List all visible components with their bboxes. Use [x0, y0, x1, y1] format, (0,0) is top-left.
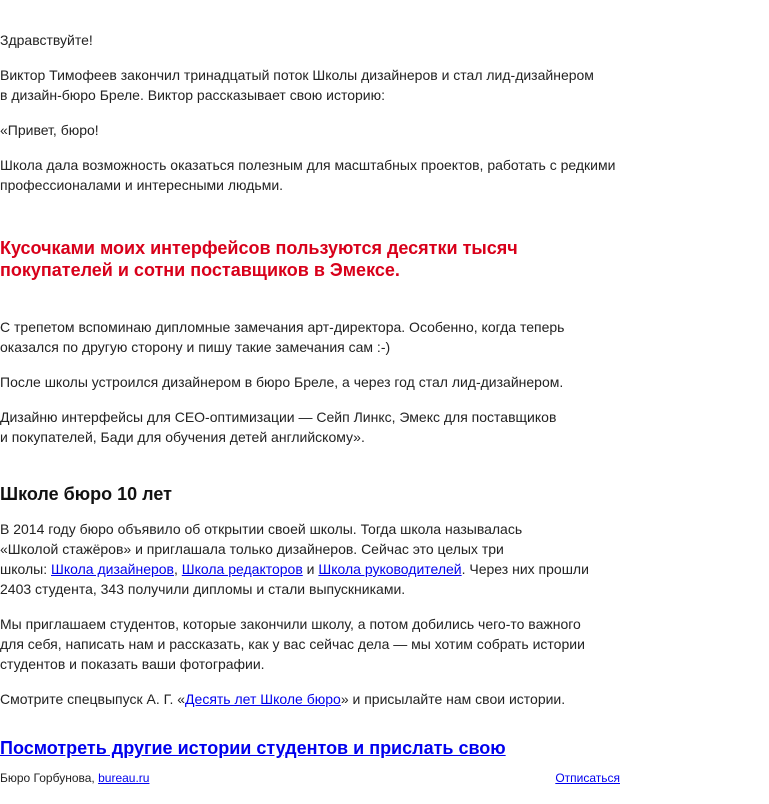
invite-line-1: Мы приглашаем студентов, которые закончили школу, а потом добились чего-то важного	[0, 616, 581, 632]
design-work-line-1: Дизайню интерфейсы для СЕО-оптимизации — Сейп Линкс, Эмекс для поставщиков	[0, 409, 557, 425]
greeting-text: Здравствуйте!	[0, 32, 93, 48]
thrill-line-1: С трепетом вспоминаю дипломные замечания арт-директора. Особенно, когда теперь	[0, 319, 565, 335]
bureau-site-link[interactable]: bureau.ru	[98, 771, 150, 785]
thrill-line-2: оказался по другую сторону и пишу такие замечания сам :-)	[0, 339, 391, 355]
hello-text: «Привет, бюро!	[0, 122, 99, 138]
watch-suffix: » и присылайте нам свои истории.	[340, 691, 566, 707]
intro-paragraph	[0, 65, 620, 105]
design-work-paragraph	[0, 407, 620, 447]
invite-line-2: для себя, написать нам и рассказать, как у вас сейчас дела — мы хотим собрать истории	[0, 636, 585, 652]
other-stories-cta-link[interactable]: Посмотреть другие истории студентов и прислать свою	[0, 738, 506, 758]
pull-quote-line-2: покупателей и сотни поставщиков в Эмексе.	[0, 260, 400, 280]
managers-school-link[interactable]: Школа руководителей	[318, 561, 462, 577]
history-paragraph	[0, 519, 620, 599]
history-sep-2: и	[302, 561, 319, 577]
history-line-2: «Школой стажёров» и приглашала только дизайнеров. Сейчас это целых три	[0, 541, 504, 557]
footer	[0, 769, 620, 787]
invite-paragraph	[0, 614, 620, 674]
designers-school-link[interactable]: Школа дизайнеров	[51, 561, 174, 577]
history-line-4: 2403 студента, 343 получили дипломы и стали выпускниками.	[0, 581, 406, 597]
pull-quote-line-1: Кусочками моих интерфейсов пользуются десятки тысяч	[0, 238, 518, 258]
school-gave-paragraph	[0, 155, 620, 195]
unsubscribe-link[interactable]: Отписаться	[555, 771, 620, 785]
school-gave-line-1: Школа дала возможность оказаться полезным для масштабных проектов, работать с редкими	[0, 157, 616, 173]
history-line-3-suffix: . Через них прошли	[461, 561, 589, 577]
invite-line-3: студентов и показать ваши фотографии.	[0, 656, 265, 672]
pull-quote	[0, 237, 620, 281]
thrill-paragraph	[0, 317, 620, 357]
intro-line-2: в дизайн-бюро Бреле. Виктор рассказывает свою историю:	[0, 87, 386, 103]
history-sep-1: ,	[174, 561, 182, 577]
history-line-3-prefix: школы:	[0, 561, 52, 577]
history-line-1: В 2014 году бюро объявило об открытии своей школы. Тогда школа называлась	[0, 521, 523, 537]
after-school-paragraph: После школы устроился дизайнером в бюро Бреле, а через год стал лид-дизайнером.	[0, 374, 564, 390]
footer-org	[0, 769, 149, 787]
section-title: Школе бюро 10 лет	[0, 484, 172, 504]
ten-years-link[interactable]: Десять лет Школе бюро	[185, 691, 341, 707]
footer-org-name: Бюро Горбунова,	[0, 771, 99, 785]
watch-paragraph	[0, 689, 620, 709]
design-work-line-2: и покупателей, Бади для обучения детей английскому».	[0, 429, 365, 445]
watch-prefix: Смотрите спецвыпуск А. Г. «	[0, 691, 186, 707]
intro-line-1: Виктор Тимофеев закончил тринадцатый поток Школы дизайнеров и стал лид-дизайнером	[0, 67, 594, 83]
school-gave-line-2: профессионалами и интересными людьми.	[0, 177, 284, 193]
editors-school-link[interactable]: Школа редакторов	[181, 561, 303, 577]
